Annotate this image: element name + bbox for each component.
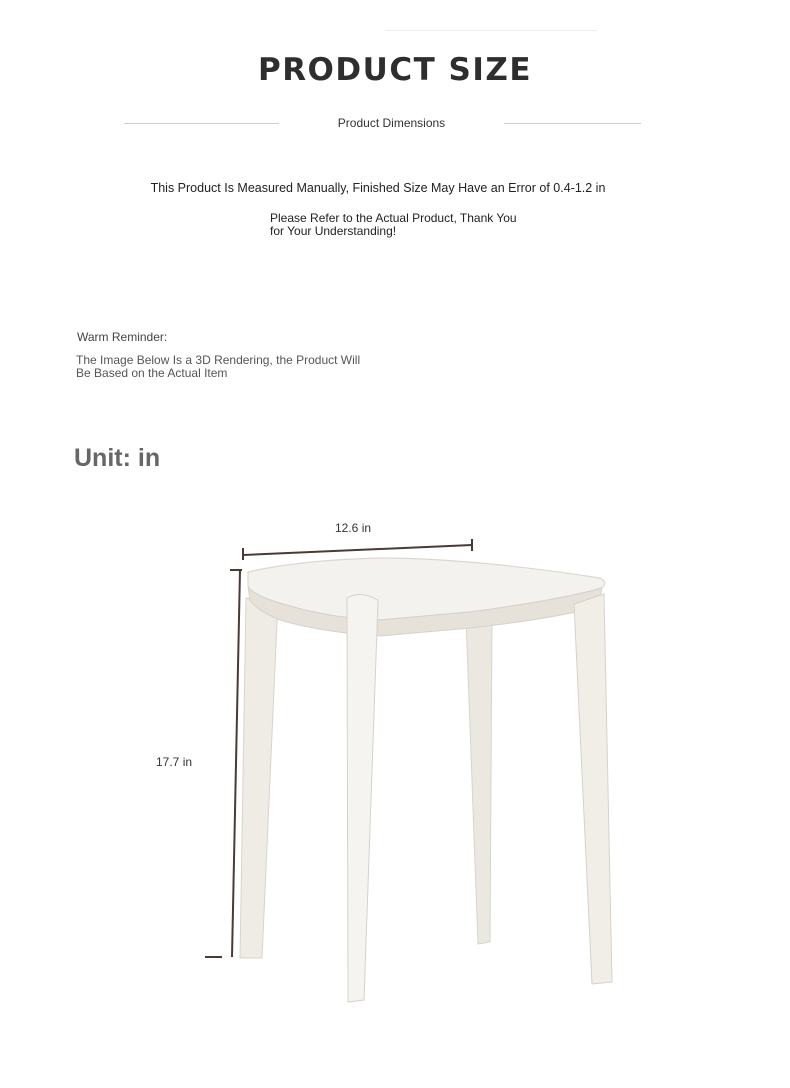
stool-leg-back-right — [466, 618, 492, 944]
width-label: 12.6 in — [335, 521, 372, 535]
height-label: 17.7 in — [156, 755, 193, 769]
page-subtitle: Product Dimensions — [337, 116, 446, 130]
stool-leg-back-left — [240, 598, 278, 958]
stool-leg-front-right — [574, 594, 612, 984]
reminder-title: Warm Reminder: — [77, 330, 168, 344]
page-title: PRODUCT SIZE — [257, 52, 533, 88]
unit-label: Unit: in — [74, 444, 161, 472]
measurement-notice: This Product Is Measured Manually, Finished Size May Have an Error of 0.4-1.2 in — [150, 181, 606, 195]
width-dimension-line — [243, 539, 472, 560]
stool-leg-front-center — [347, 594, 378, 1002]
height-dimension-line — [205, 570, 242, 957]
reminder-text: The Image Below Is a 3D Rendering, the Product Will Be Based on the Actual Item — [76, 353, 361, 380]
refer-notice: Please Refer to the Actual Product, Thank You for Your Understanding! — [270, 211, 517, 238]
